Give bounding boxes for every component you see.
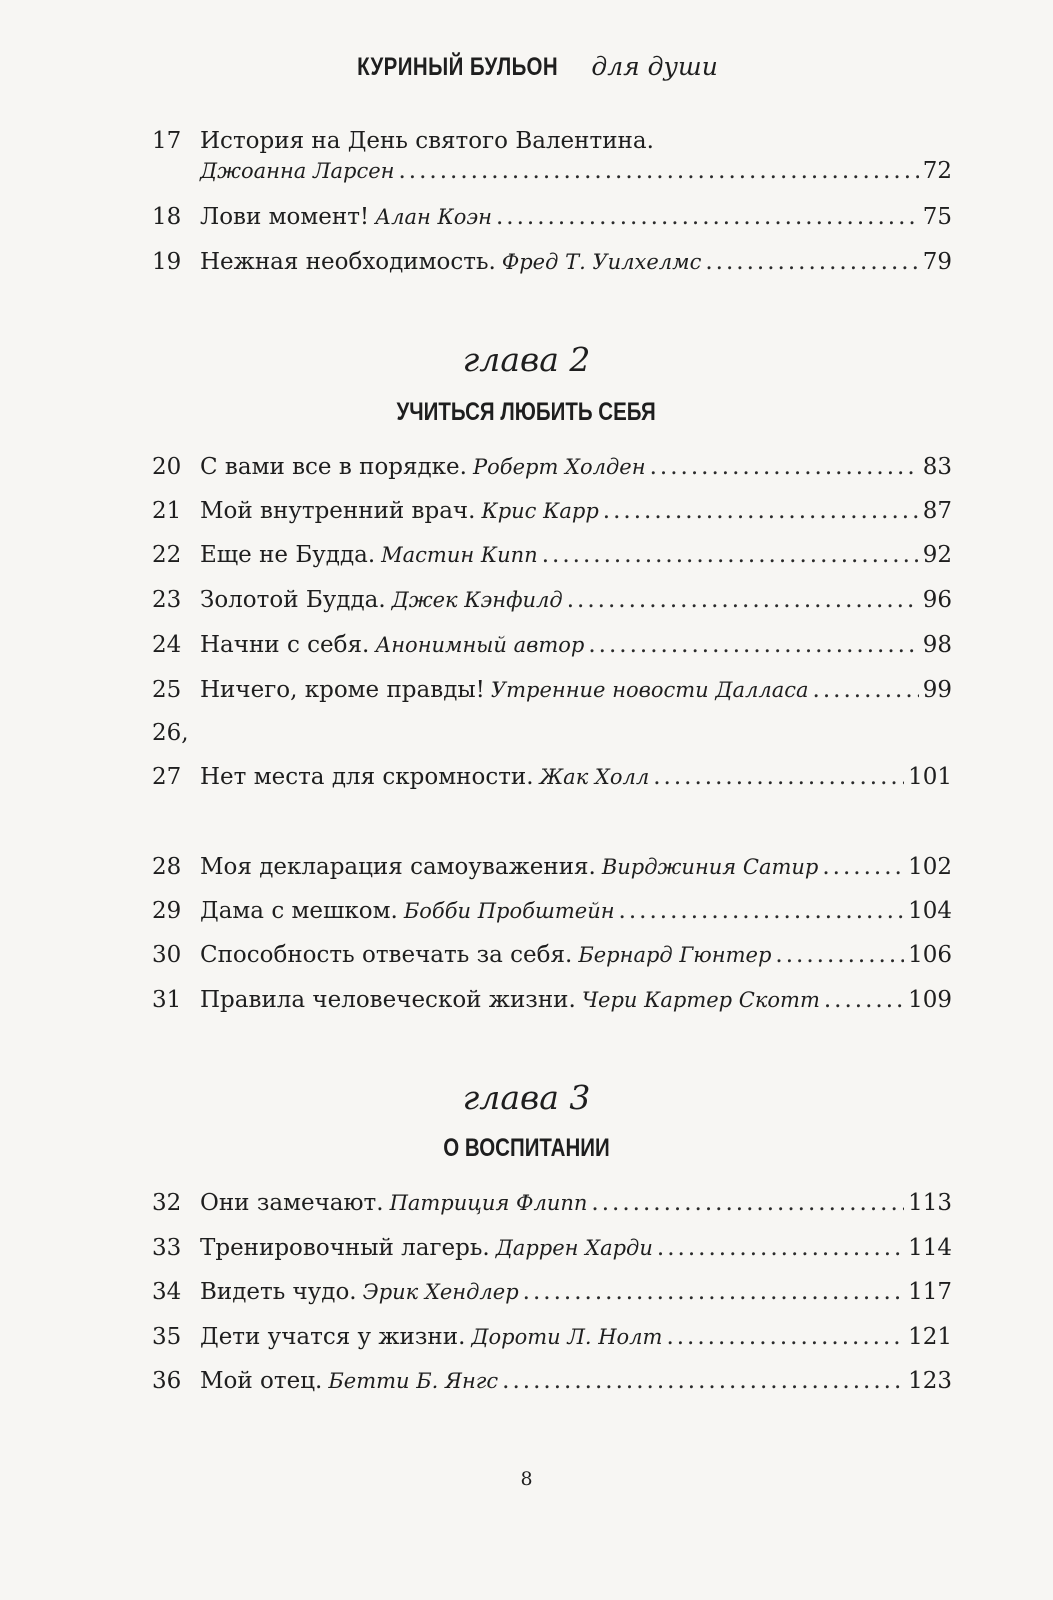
entry-author: Джек Кэнфилд <box>391 588 563 612</box>
dot-leader <box>398 156 918 186</box>
entry-page: 92 <box>922 542 952 568</box>
entry-page: 75 <box>922 204 952 230</box>
entry-page: 96 <box>922 587 952 613</box>
entry-author: Фред Т. Уилхелмс <box>501 250 702 274</box>
chapter-label: глава 2 <box>462 340 591 379</box>
entry-author: Дороти Л. Нолт <box>471 1325 663 1349</box>
entry-number: 27 <box>152 764 182 790</box>
toc-entry <box>152 540 952 570</box>
toc-entry <box>152 675 952 705</box>
entry-number: 34 <box>152 1279 182 1305</box>
entry-title: Мой внутренний врач. <box>200 498 476 524</box>
toc-entry <box>152 1322 952 1352</box>
entry-title: Видеть чудо. <box>200 1279 357 1305</box>
toc-entry <box>152 585 952 615</box>
entry-author: Жак Холл <box>539 765 650 789</box>
entry-number: 29 <box>152 898 182 924</box>
entry-title: Начни с себя. <box>200 632 370 658</box>
entry-page: 113 <box>908 1190 952 1216</box>
dot-leader <box>619 896 905 926</box>
entry-page: 114 <box>908 1235 952 1261</box>
dot-leader <box>822 852 904 882</box>
entry-title: С вами все в порядке. <box>200 454 467 480</box>
dot-leader <box>775 940 904 970</box>
entry-number: 20 <box>152 454 182 480</box>
entry-title: , <box>181 720 189 746</box>
toc-entry <box>152 1233 952 1263</box>
entry-title: Тренировочный лагерь. <box>200 1235 490 1261</box>
entry-page: 117 <box>908 1279 952 1305</box>
page-number: 8 <box>520 1468 533 1490</box>
entry-title: Еще не Будда. <box>200 542 376 568</box>
toc-entry <box>152 1366 952 1396</box>
dot-leader <box>705 247 918 277</box>
running-head <box>0 52 1053 82</box>
toc-entry <box>152 718 952 748</box>
entry-author: Чери Картер Скотт <box>581 988 820 1012</box>
entry-page: 72 <box>922 158 952 184</box>
entry-number: 31 <box>152 987 182 1013</box>
entry-title: Нет места для скромности. <box>200 764 534 790</box>
entry-author: Эрик Хендлер <box>362 1280 519 1304</box>
entry-page: 101 <box>908 764 952 790</box>
chapter-title-text: УЧИТЬСЯ ЛЮБИТЬ СЕБЯ <box>396 398 657 426</box>
entry-author: Роберт Холден <box>472 455 646 479</box>
entry-page: 104 <box>908 898 952 924</box>
entry-number: 32 <box>152 1190 182 1216</box>
chapter-title <box>0 396 1053 428</box>
toc-entry <box>152 126 952 186</box>
chapter-label: глава 3 <box>462 1078 591 1117</box>
running-head-title: КУРИНЫЙ БУЛЬОН <box>357 53 559 81</box>
entry-title: Ничего, кроме правды! <box>200 677 485 703</box>
chapter-title-text: О ВОСПИТАНИИ <box>443 1134 610 1162</box>
entry-number: 26 <box>152 720 182 746</box>
toc-entry <box>152 896 952 926</box>
entry-page: 109 <box>908 987 952 1013</box>
dot-leader <box>824 985 904 1015</box>
entry-number: 35 <box>152 1324 182 1350</box>
chapter-title <box>0 1132 1053 1164</box>
entry-author: Бернард Гюнтер <box>578 943 772 967</box>
entry-page: 99 <box>922 677 952 703</box>
entry-number: 18 <box>152 204 182 230</box>
entry-number: 28 <box>152 854 182 880</box>
entry-author: Утренние новости Далласа <box>490 678 809 702</box>
toc-entry <box>152 940 952 970</box>
entry-title: История на День святого Валентина. <box>200 128 654 154</box>
entry-number: 33 <box>152 1235 182 1261</box>
dot-leader <box>650 452 919 482</box>
dot-leader <box>591 1188 904 1218</box>
entry-number: 25 <box>152 677 182 703</box>
dot-leader <box>666 1322 904 1352</box>
entry-number: 17 <box>152 128 182 154</box>
toc-entry <box>152 202 952 232</box>
toc-entry <box>152 496 952 526</box>
toc-entry <box>152 630 952 660</box>
entry-title: Дети учатся у жизни. <box>200 1324 466 1350</box>
entry-author: Вирджиния Сатир <box>601 855 819 879</box>
entry-title: Моя декларация самоуважения. <box>200 854 596 880</box>
running-head-script: для души <box>591 52 718 81</box>
dot-leader <box>567 585 919 615</box>
entry-page: 102 <box>908 854 952 880</box>
entry-page: 87 <box>922 498 952 524</box>
dot-leader <box>502 1366 904 1396</box>
entry-author: Джоанна Ларсен <box>200 159 395 183</box>
entry-author: Патриция Флипп <box>389 1191 588 1215</box>
entry-title: Дама с мешком. <box>200 898 398 924</box>
entry-page: 83 <box>922 454 952 480</box>
entry-title: Золотой Будда. <box>200 587 386 613</box>
dot-leader <box>588 630 918 660</box>
dot-leader <box>603 496 919 526</box>
entry-author: Бобби Пробштейн <box>403 899 615 923</box>
entry-author: Алан Коэн <box>375 205 492 229</box>
dot-leader <box>813 675 919 705</box>
entry-page: 123 <box>908 1368 952 1394</box>
entry-number: 19 <box>152 249 182 275</box>
entry-page: 79 <box>922 249 952 275</box>
entry-number: 23 <box>152 587 182 613</box>
entry-author: Анонимный автор <box>375 633 585 657</box>
toc-entry <box>152 1277 952 1307</box>
entry-title: Правила человеческой жизни. <box>200 987 576 1013</box>
toc-entry <box>152 985 952 1015</box>
entry-page: 121 <box>908 1324 952 1350</box>
entry-title: Нежная необходимость. <box>200 249 496 275</box>
entry-title: Мой отец. <box>200 1368 323 1394</box>
entry-author: Крис Карр <box>481 499 599 523</box>
entry-page: 98 <box>922 632 952 658</box>
entry-author: Мастин Кипп <box>381 543 538 567</box>
entry-number: 36 <box>152 1368 182 1394</box>
toc-entry <box>152 452 952 482</box>
entry-number: 22 <box>152 542 182 568</box>
toc-entry <box>152 1188 952 1218</box>
toc-entry <box>152 852 952 882</box>
dot-leader <box>653 762 904 792</box>
dot-leader <box>542 540 919 570</box>
entry-author: Бетти Б. Янгс <box>328 1369 499 1393</box>
toc-entry <box>152 247 952 277</box>
dot-leader <box>496 202 919 232</box>
entry-title: Лови момент! <box>200 204 370 230</box>
entry-number: 21 <box>152 498 182 524</box>
entry-page: 106 <box>908 942 952 968</box>
dot-leader <box>523 1277 904 1307</box>
entry-number: 24 <box>152 632 182 658</box>
entry-author: Даррен Харди <box>495 1236 653 1260</box>
toc-entry <box>152 762 952 792</box>
entry-number: 30 <box>152 942 182 968</box>
dot-leader <box>657 1233 904 1263</box>
entry-title: Способность отвечать за себя. <box>200 942 573 968</box>
entry-title: Они замечают. <box>200 1190 384 1216</box>
